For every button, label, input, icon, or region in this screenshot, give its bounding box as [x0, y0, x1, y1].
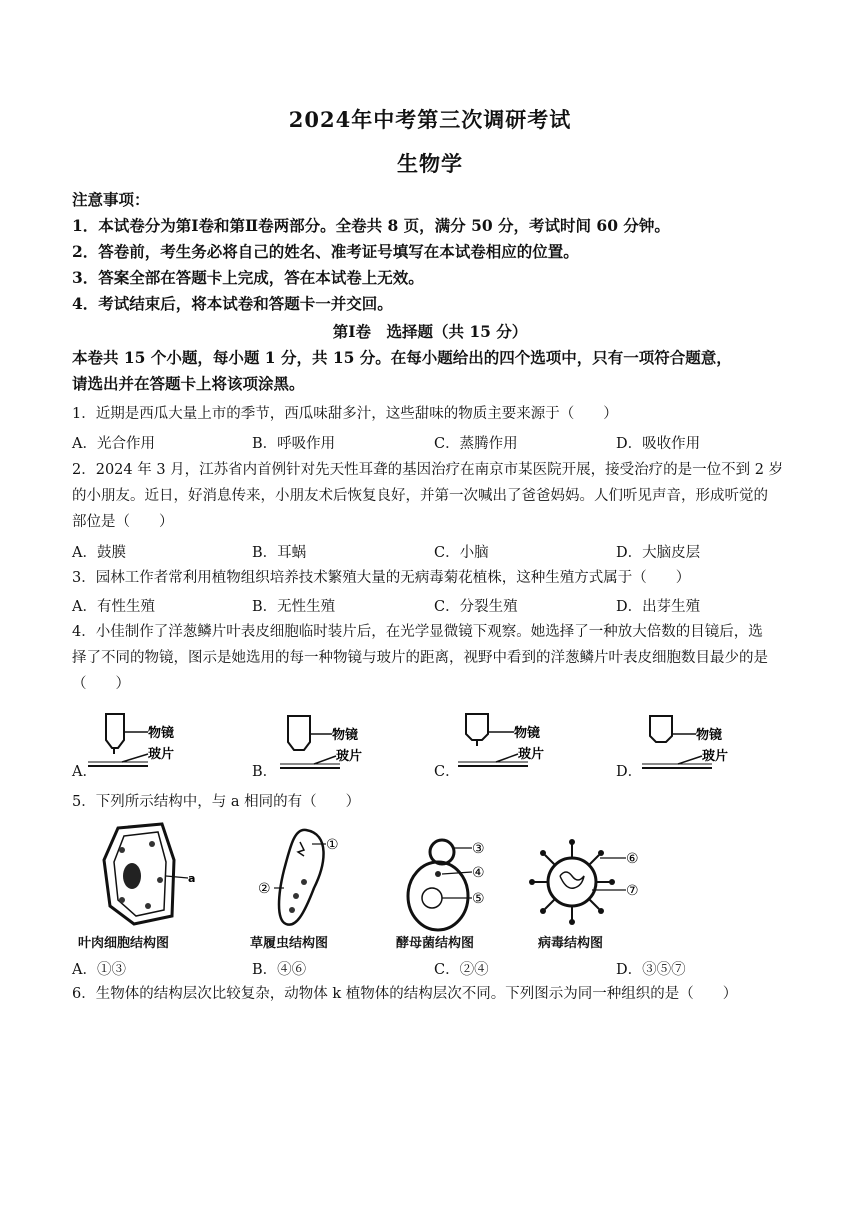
- figure-caption: 草履虫结构图: [250, 936, 329, 951]
- mark-a: a: [188, 872, 196, 885]
- q3-option-c: C．分裂生殖: [434, 599, 518, 615]
- question-3-stem: 3．园林工作者常利用植物组织培养技术繁殖大量的无病毒菊花植株，这种生殖方式属于（ ）: [72, 570, 691, 586]
- q5-option-d: D．③⑤⑦: [616, 962, 686, 978]
- virus-figure: [526, 836, 656, 930]
- q4-option-d: D．: [616, 764, 643, 780]
- figure-caption: 酵母菌结构图: [396, 936, 475, 951]
- question-6-stem: 6．生物体的结构层次比较复杂，动物体 k 植物体的结构层次不同。下列图示为同一种组织的是（ ）: [72, 986, 738, 1002]
- q1-option-a: A．光合作用: [72, 436, 155, 452]
- section-instructions: 请选出并在答题卡上将该项涂黑。: [72, 374, 305, 393]
- q4-option-b: B．: [252, 764, 278, 780]
- q1-option-b: B．呼吸作用: [252, 436, 336, 452]
- q5-option-a: A．①③: [72, 962, 126, 978]
- question-4-stem: （ ）: [72, 676, 130, 692]
- question-2-stem: 的小朋友。近日，好消息传来，小朋友术后恢复良好，并第一次喊出了爸爸妈妈。人们听见声音，形成听觉的: [72, 488, 768, 504]
- mark-1: ①: [326, 837, 339, 853]
- slide-label: 玻片: [518, 747, 545, 762]
- question-2-stem: 2．2024 年 3 月，江苏省内首例针对先天性耳聋的基因治疗在南京市某医院开展，接受治疗的是一位不到 2 岁: [72, 462, 784, 478]
- notice-item: 4．考试结束后，将本试卷和答题卡一并交回。: [72, 294, 393, 313]
- q5-option-c: C．②④: [434, 962, 489, 978]
- question-5-stem: 5．下列所示结构中，与 a 相同的有（ ）: [72, 794, 361, 810]
- exam-title: 2024年中考第三次调研考试: [288, 107, 572, 132]
- q3-option-d: D．出芽生殖: [616, 599, 701, 615]
- mark-3: ③: [472, 841, 485, 857]
- notice-heading: 注意事项：: [72, 190, 150, 209]
- q2-option-c: C．小脑: [434, 545, 489, 561]
- yeast-figure: [404, 834, 514, 934]
- q2-option-d: D．大脑皮层: [616, 545, 701, 561]
- question-4-stem: 4．小佳制作了洋葱鳞片叶表皮细胞临时装片后，在光学显微镜下观察。她选择了一种放大倍数的目镜后，选: [72, 624, 763, 640]
- objective-label: 物镜: [332, 728, 359, 743]
- question-2-stem: 部位是（ ）: [72, 514, 174, 530]
- q5-option-b: B．④⑥: [252, 962, 307, 978]
- slide-label: 玻片: [702, 749, 729, 764]
- section-instructions: 本卷共 15 个小题，每小题 1 分，共 15 分。在每小题给出的四个选项中，只有一项符合题意，: [72, 348, 732, 367]
- objective-label: 物镜: [148, 726, 175, 741]
- subject-title: 生物学: [397, 151, 463, 176]
- objective-label: 物镜: [696, 728, 723, 743]
- q2-option-b: B．耳蜗: [252, 545, 307, 561]
- q1-option-d: D．吸收作用: [616, 436, 701, 452]
- figure-caption: 叶肉细胞结构图: [78, 936, 170, 951]
- q4-option-a: A．: [72, 764, 97, 780]
- mark-4: ④: [472, 865, 485, 881]
- question-4-stem: 择了不同的物镜，图示是她选用的每一种物镜与玻片的距离，视野中看到的洋葱鳞片叶表皮细胞数目最少的是: [72, 650, 768, 666]
- objective-figure-b: [270, 712, 390, 774]
- objective-figure-d: [632, 712, 752, 774]
- mark-6: ⑥: [626, 851, 639, 867]
- paramecium-figure: [252, 824, 362, 934]
- objective-label: 物镜: [514, 726, 541, 741]
- slide-label: 玻片: [148, 747, 175, 762]
- q3-option-b: B．无性生殖: [252, 599, 336, 615]
- slide-label: 玻片: [336, 749, 363, 764]
- notice-item: 3．答案全部在答题卡上完成，答在本试卷上无效。: [72, 268, 424, 287]
- question-1-stem: 1．近期是西瓜大量上市的季节，西瓜味甜多汁，这些甜味的物质主要来源于（ ）: [72, 406, 618, 422]
- figure-caption: 病毒结构图: [538, 936, 604, 951]
- q1-option-c: C．蒸腾作用: [434, 436, 518, 452]
- objective-figure-a: [88, 710, 208, 772]
- q3-option-a: A．有性生殖: [72, 599, 155, 615]
- mark-2: ②: [258, 881, 271, 897]
- mark-7: ⑦: [626, 883, 639, 899]
- mesophyll-cell-figure: [92, 820, 202, 930]
- mark-5: ⑤: [472, 891, 485, 907]
- notice-item: 1．本试卷分为第Ⅰ卷和第Ⅱ卷两部分。全卷共 8 页，满分 50 分，考试时间 60 分钟。: [72, 216, 670, 235]
- objective-figure-c: [448, 710, 568, 772]
- notice-item: 2．答卷前，考生务必将自己的姓名、准考证号填写在本试卷相应的位置。: [72, 242, 579, 261]
- q2-option-a: A．鼓膜: [72, 545, 126, 561]
- q4-option-c: C．: [434, 764, 460, 780]
- section-title: 第Ⅰ卷 选择题（共 15 分）: [332, 322, 528, 341]
